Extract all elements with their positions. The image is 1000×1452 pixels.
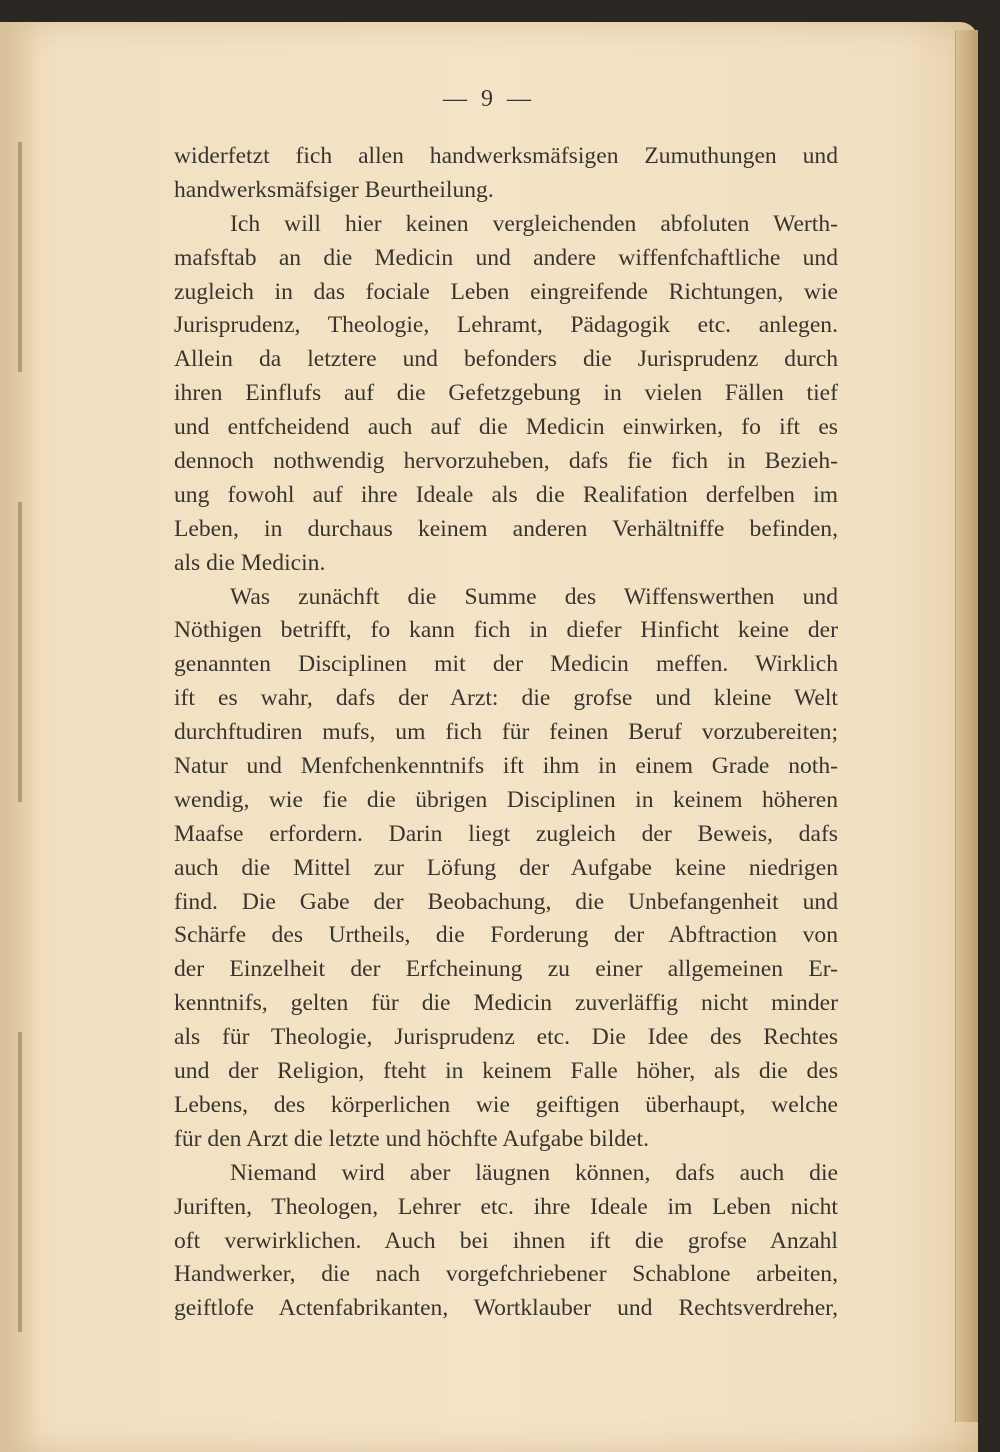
text-line: widerfetzt fich allen handwerksmäfsigen Zumuthungen und [174,143,838,169]
text-line: ift es wahr, dafs der Arzt: die grofse und kleine Welt [174,685,838,712]
text-line: wendig, wie fie die übrigen Disciplinen in keinem höheren [174,786,838,813]
binding-stitch [18,142,22,372]
text-line: der Einzelheit der Erfcheinung zu einer allgemeinen Er- [174,956,838,983]
text-line: Niemand wird aber läugnen können, dafs auch die [230,1159,838,1186]
text-line: Lebens, des körperlichen wie geiftigen überhaupt, welche [174,1091,838,1118]
text-line: auch die Mittel zur Löfung der Aufgabe keine niedrigen [174,854,838,881]
text-line: Jurisprudenz, Theologie, Lehramt, Pädagogik etc. anlegen. [174,312,838,339]
text-line: Schärfe des Urtheils, die Forderung der Abftraction von [174,922,838,949]
text-line: und der Religion, fteht in keinem Falle höher, als die des [174,1058,838,1085]
text-line: Leben, in durchaus keinem anderen Verhältniffe befinden, [174,515,838,542]
binding-stitch [18,502,22,802]
text-line: Ich will hier keinen vergleichenden abfoluten Werth- [230,210,838,237]
text-line: als für Theologie, Jurisprudenz etc. Die Idee des Rechtes [174,1024,838,1051]
text-line: dennoch nothwendig hervorzuheben, dafs fie fich in Bezieh- [174,448,838,475]
page-binding [0,22,40,1452]
text-line: durchftudiren mufs, um fich für feinen Beruf vorzubereiten; [174,719,838,746]
text-line: Handwerker, die nach vorgefchriebener Schablone arbeiten, [174,1261,838,1288]
text-line: zugleich in das fociale Leben eingreifende Richtungen, wie [174,278,838,305]
text-line: Was zunächft die Summe des Wiffenswerthen und [230,583,838,610]
text-line: genannten Disciplinen mit der Medicin meffen. Wirklich [174,651,838,678]
text-line: mafsftab an die Medicin und andere wiffenfchaftliche und [174,244,838,271]
text-line: als die Medicin. [174,549,326,576]
page-edge [955,30,978,1422]
text-line: Juriften, Theologen, Lehrer etc. ihre Ideale im Leben nicht [174,1193,838,1220]
text-line: kenntnifs, gelten für die Medicin zuverläffig nicht minder [174,990,838,1017]
text-line: geiftlofe Actenfabrikanten, Wortklauber und Rechtsverdreher, [174,1295,838,1322]
text-line: handwerksmäfsiger Beurtheilung. [174,176,494,203]
text-line: ihren Einflufs auf die Gefetzgebung in vielen Fällen tief [174,380,838,407]
text-line: Allein da letztere und befonders die Jurisprudenz durch [174,346,838,373]
page-number: — 9 — [443,86,535,112]
text-line: und entfcheidend auch auf die Medicin einwirken, fo ift es [174,414,838,441]
text-line: oft verwirklichen. Auch bei ihnen ift die grofse Anzahl [174,1227,838,1254]
text-line: find. Die Gabe der Beobachung, die Unbefangenheit und [174,888,838,915]
text-line: ung fowohl auf ihre Ideale als die Realifation derfelben im [174,481,838,508]
binding-stitch [18,1032,22,1332]
body-text [174,140,838,1326]
text-line: Maafse erfordern. Darin liegt zugleich der Beweis, dafs [174,820,838,847]
text-line: Nöthigen betrifft, fo kann fich in diefer Hinficht keine der [174,617,838,644]
text-line: Natur und Menfchenkenntnifs ift ihm in einem Grade noth- [174,753,838,780]
text-line: für den Arzt die letzte und höchfte Aufgabe bildet. [174,1125,649,1152]
